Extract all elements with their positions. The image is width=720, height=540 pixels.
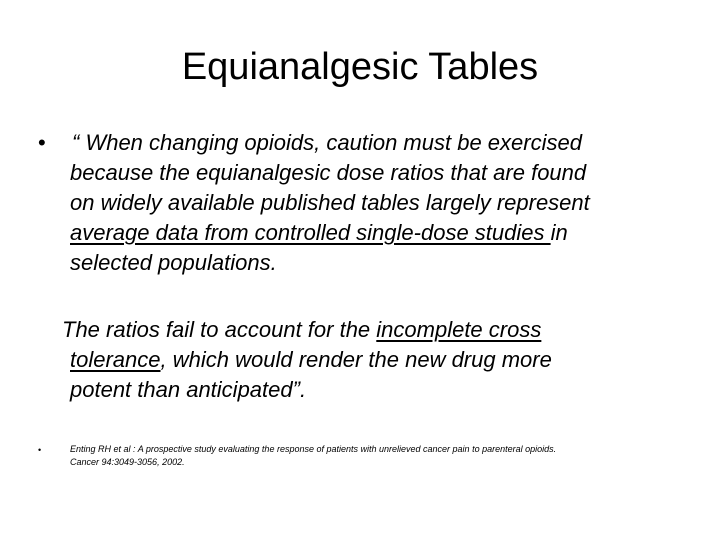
reference-bullet-marker: • [38, 445, 42, 455]
quote-paragraph [70, 128, 670, 278]
quote2-line-3: potent than anticipated”. [70, 377, 307, 402]
underlined-phrase: tolerance [70, 347, 161, 372]
reference-line-2: Cancer 94:3049-3056, 2002. [70, 457, 185, 467]
quote2-line-1-before: The ratios fail to account for the [62, 317, 377, 342]
bullet-marker: • [38, 130, 46, 155]
quote-line-4 [70, 218, 670, 248]
quote-paragraph-2 [62, 315, 690, 405]
quote-line-3: on widely available published tables largely represent [70, 190, 590, 215]
quote2-line-2 [70, 345, 690, 375]
reference-line-1: Enting RH et al : A prospective study evaluating the response of patients with unrelieved cancer pain to parenteral opioids. [70, 444, 557, 454]
underlined-phrase: average data from controlled single-dose studies [70, 220, 551, 245]
quote-line-1: “ When changing opioids, caution must be exercised [72, 130, 582, 155]
quote-line-4-rest: in [550, 220, 568, 245]
underlined-phrase: incomplete cross [376, 317, 542, 342]
quote2-line-2-rest: , which would render the new drug more [160, 347, 552, 372]
reference-citation [70, 443, 690, 469]
slide-title: Equianalgesic Tables [181, 46, 539, 88]
quote2-line-1 [62, 315, 690, 345]
quote-line-5: selected populations. [70, 250, 277, 275]
quote-line-2: because the equianalgesic dose ratios that are found [70, 160, 587, 185]
